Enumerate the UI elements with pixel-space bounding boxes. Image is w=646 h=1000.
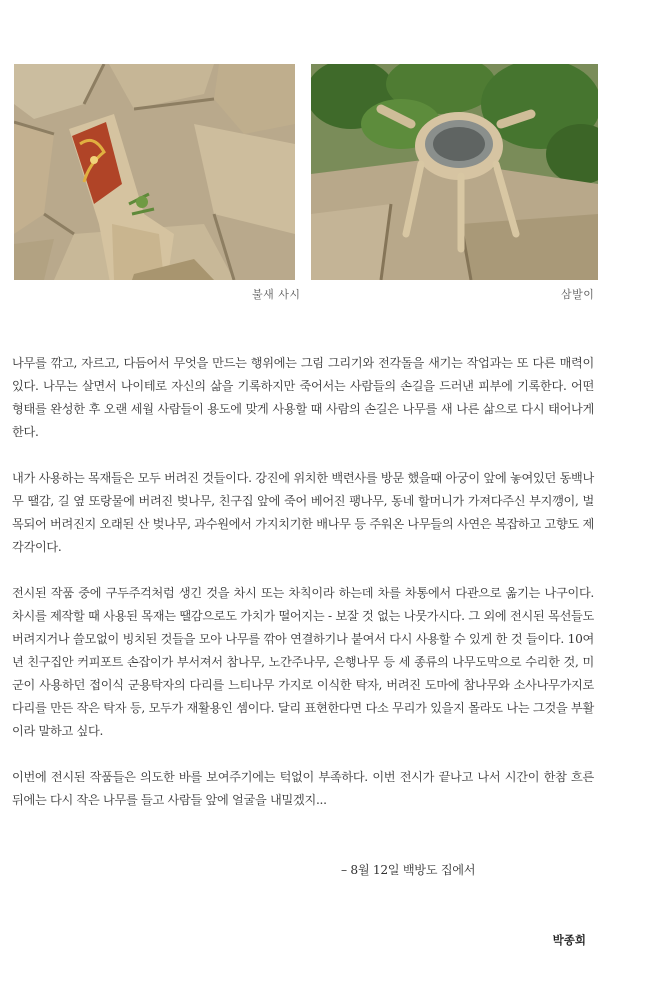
article-body bbox=[12, 352, 594, 835]
tripod-stand-photo-icon bbox=[311, 64, 598, 280]
paragraph-2: 내가 사용하는 목재들은 모두 버려진 것들이다. 강진에 위치한 백련사를 방문 했을때 아궁이 앞에 놓여있던 동백나무 땔감, 길 옆 또랑물에 버려진 벚나무, 친구집 앞에 죽어 베어진 팽나무, 동네 할머니가 가져다주신 부지깽이, 벌목되어 버려진지 오래된 산 벚나무, 과수원에서 가지치기한 배나무 등 주워온 나무들의 사연은 복잡하고 고향도 제각각이다. bbox=[12, 471, 594, 554]
paragraph-3: 전시된 작품 중에 구두주걱처럼 생긴 것을 차시 또는 차칙이라 하는데 차를 차통에서 다관으로 옮기는 나구이다. 차시를 제작할 때 사용된 목재는 땔감으로도 가치가 떨어지는 - 보잘 것 없는 나뭇가시다. 그 외에 전시된 목선들도 버려지거나 쓸모없이 빙치된 것들을 모아 나무를 깎아 연결하기나 붙여서 다시 사용할 수 있게 한 것 들이다. 10여년 친구집안 커피포트 손잡이가 부서져서 참나무, 노간주나무, 은행나무 등 세 종류의 나무도막으로 수리한 것, 미군이 사용하던 접이식 군용탁자의 다리를 느티나무 가지로 이식한 탁자, 버려진 도마에 참나무와 소사나무가지로 다리를 만든 작은 탁자 등, 모두가 재활용인 셈이다. 달리 표현한다면 다소 무리가 있을지 몰라도 나는 그것을 부활이라 말하고 싶다. bbox=[12, 586, 594, 738]
author-name: 박종희 bbox=[552, 933, 586, 947]
paragraph-1: 나무를 깎고, 자르고, 다듬어서 무엇을 만드는 행위에는 그림 그리기와 전각돌을 새기는 작업과는 또 다른 매력이 있다. 나무는 살면서 나이테로 자신의 삶을 기록하지만 죽어서는 사람들의 손길을 드러낸 피부에 기록한다. 어떤 형태를 완성한 후 오랜 세월 사람들이 용도에 맞게 사용할 때 사람의 손길은 나무를 새 나른 삶으로 다시 태어나게 한다. bbox=[12, 356, 594, 439]
photo-caption-left: 불새 사시 bbox=[252, 288, 301, 301]
date-signature: – 8월 12일 백방도 집에서 bbox=[341, 863, 476, 877]
photo-wooden-spoon bbox=[14, 64, 295, 280]
wooden-spoon-photo-icon bbox=[14, 64, 295, 280]
photo-caption-right: 삼발이 bbox=[561, 288, 595, 301]
paragraph-4: 이번에 전시된 작품들은 의도한 바를 보여주기에는 턱없이 부족하다. 이번 전시가 끝나고 나서 시간이 한참 흐른 뒤에는 다시 작은 나무를 들고 사람들 앞에 얼굴을 내밀겠지... bbox=[12, 770, 594, 807]
photo-tripod-stand bbox=[311, 64, 598, 280]
